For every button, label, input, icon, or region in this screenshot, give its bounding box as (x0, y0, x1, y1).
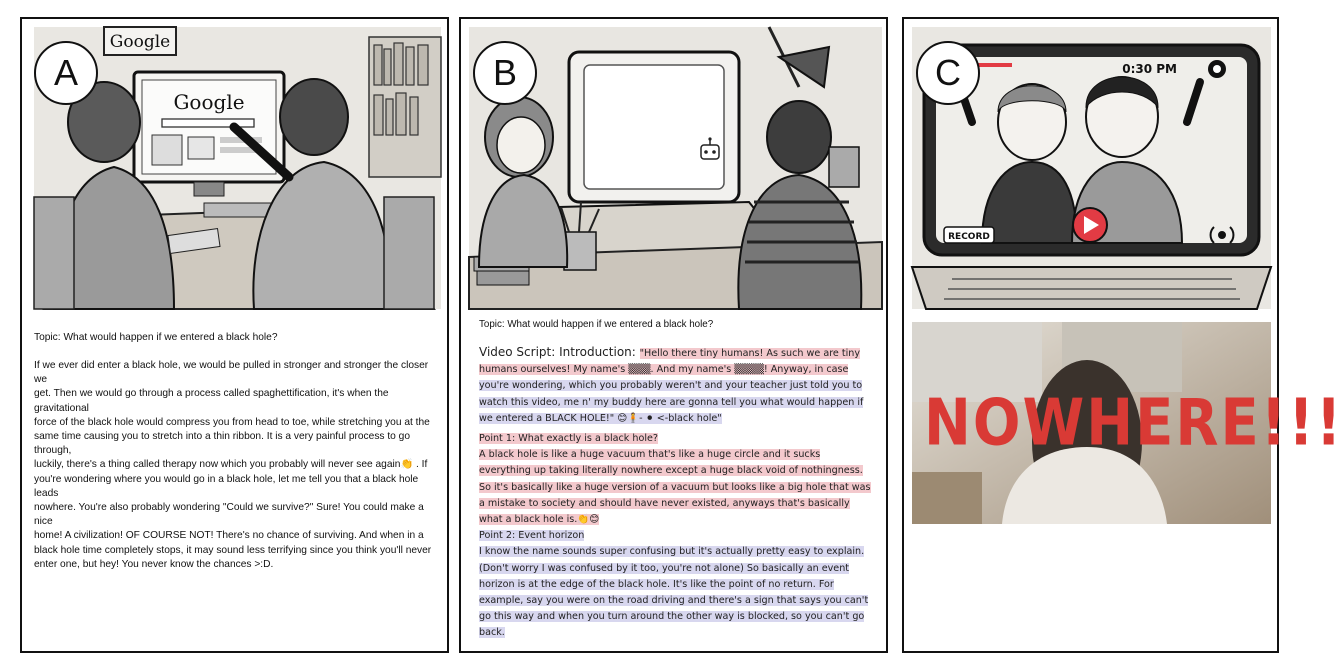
intro-block (479, 344, 879, 427)
panel-b (459, 17, 888, 653)
topic-heading: Topic: What would happen if we entered a black hole? (34, 332, 278, 343)
essay-line: black hole time completely stops, it may sound less terrifying since you think you'll never (34, 544, 432, 556)
essay-line: you're wondering where you would go in a black hole, let me tell you that a black hole leads (34, 473, 419, 499)
essay-line: home! A civilization! OF COURSE NOT! There's no chance of surviving. And when in a (34, 530, 424, 542)
essay-line: luckily, there's a thing called therapy now which you probably will never see again👏 . If (34, 459, 428, 471)
intro-line: "Hello there tiny humans! As such we are tiny (639, 348, 861, 359)
point-2-line: example, say you were on the road driving and there's a sign that says you can't (479, 595, 869, 607)
intro-line: we entered a BLACK HOLE!" 😊🧍- ⚫ <-black hole" (479, 412, 722, 424)
panel-label-a: A (34, 41, 98, 105)
essay-line: same time causing you to stretch into a thin ribbon. It is a very painful process to go through, (34, 431, 410, 457)
essay-line: get. Then we would go through a process called spaghettification, it's when the gravitational (34, 388, 389, 414)
intro-line: watch this video, me n' my buddy here are gonna tell you what would happen if (479, 396, 864, 408)
topic-heading: Topic: What would happen if we entered a black hole? (479, 319, 714, 330)
point-1-line: a mistake to society and should have never existed, anyways that's basically (479, 497, 850, 509)
essay-line: If we ever did enter a black hole, we would be pulled in stronger and stronger the closer we (34, 360, 429, 386)
panel-a (20, 17, 449, 653)
ai-video-script (479, 344, 879, 642)
point-1-line: So it's basically like a huge version of a vacuum but looks like a big hole that was (479, 481, 871, 493)
point-1-line: everything up taking literally nowhere except a huge black void of nothingness. (479, 465, 863, 477)
panel-c (902, 17, 1343, 653)
script-title: Video Script: Introduction: (479, 345, 640, 359)
panel-label-b: B (473, 41, 537, 105)
essay-line: force of the black hole would compress you from head to toe, while stretching you at the (34, 416, 430, 428)
play-icon (1073, 208, 1107, 242)
point-1-title: Point 1: What exactly is a black hole? (479, 433, 658, 445)
essay-line: enter one, but hey! You never know the chances >:D. (34, 558, 274, 570)
record-label: RECORD (948, 232, 990, 242)
student-essay (34, 359, 439, 572)
point-2-line: I know the name sounds super confusing but it's actually pretty easy to explain. (479, 546, 865, 558)
point-2-line: back. (479, 627, 505, 639)
intro-line: you're wondering, which you probably weren't and your teacher just told you to (479, 380, 863, 392)
student-webcam-frame (912, 322, 1343, 524)
point-2-title: Point 2: Event horizon (479, 530, 585, 542)
point-1-line: what a black hole is.👏😊 (479, 514, 600, 526)
intro-line: humans ourselves! My name's ▒▒▒. And my name's ▒▒▒▒! Anyway, in case (479, 364, 849, 376)
screen-google-logo: Google (173, 90, 245, 114)
nowhere-caption-overlay: NOWHERE!!! (924, 386, 1343, 461)
point-2-line: go this way and when you turn around the other way is blocked, so you can't go (479, 611, 865, 623)
point-2-line: (Don't worry I was confused by it too, you're not alone) So basically an event (479, 562, 850, 574)
wall-sign-google: Google (109, 32, 171, 52)
recording-time: 0:30 PM (1122, 62, 1177, 76)
essay-line: nowhere. You're also probably wondering "Could we survive?" Sure! You could make a nice (34, 502, 424, 528)
point-1-line: A black hole is like a huge vacuum that's like a huge circle and it sucks (479, 449, 821, 461)
panel-label-c: C (916, 41, 980, 105)
camera-icon (1208, 60, 1226, 78)
point-2-line: horizon is at the edge of the black hole. It's like the point of no return. For (479, 578, 834, 590)
